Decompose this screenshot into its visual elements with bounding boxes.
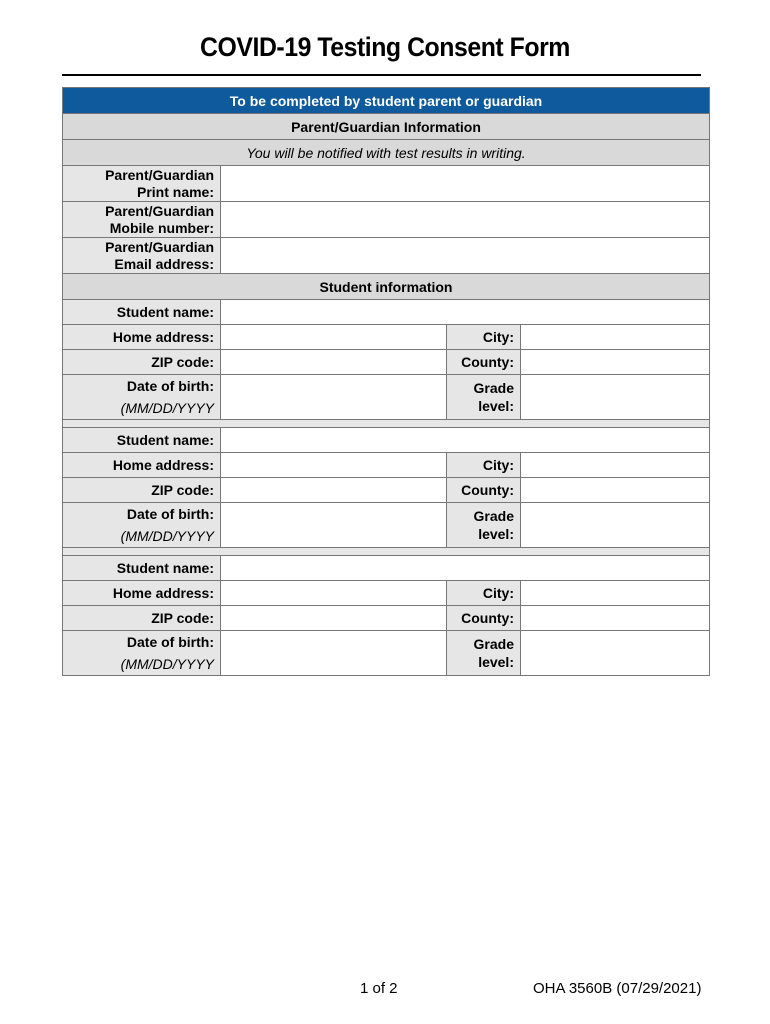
guardian-email-label: Parent/Guardian Email address: xyxy=(63,238,221,274)
student-1-county-field[interactable] xyxy=(521,350,710,375)
student-1-zip-field[interactable] xyxy=(221,350,447,375)
student-3-address-field[interactable] xyxy=(221,581,447,606)
student-3-dob-label: Date of birth: (MM/DD/YYYY xyxy=(63,631,221,676)
guardian-mobile-field[interactable] xyxy=(221,202,710,238)
guardian-mobile-label: Parent/Guardian Mobile number: xyxy=(63,202,221,238)
student-2-city-field[interactable] xyxy=(521,453,710,478)
form-id: OHA 3560B (07/29/2021) xyxy=(533,980,702,997)
student-3-county-field[interactable] xyxy=(521,606,710,631)
student-3-zip-field[interactable] xyxy=(221,606,447,631)
student-1-grade-field[interactable] xyxy=(521,375,710,420)
student-3-dob-field[interactable] xyxy=(221,631,447,676)
student-1-city-field[interactable] xyxy=(521,325,710,350)
student-3-grade-label: Grade level: xyxy=(447,631,521,676)
dob-format-hint: (MM/DD/YYYY xyxy=(120,656,214,672)
student-2-name-label: Student name: xyxy=(63,428,221,453)
student-3-address-label: Home address: xyxy=(63,581,221,606)
student-1-dob-field[interactable] xyxy=(221,375,447,420)
student-1-name-label: Student name: xyxy=(63,300,221,325)
student-2-city-label: City: xyxy=(447,453,521,478)
consent-form-table xyxy=(62,87,710,676)
guardian-name-field[interactable] xyxy=(221,166,710,202)
student-section-heading: Student information xyxy=(63,274,710,300)
student-3-zip-label: ZIP code: xyxy=(63,606,221,631)
student-1-county-label: County: xyxy=(447,350,521,375)
student-1-address-field[interactable] xyxy=(221,325,447,350)
student-2-grade-label: Grade level: xyxy=(447,503,521,548)
student-2-zip-field[interactable] xyxy=(221,478,447,503)
student-3-name-field[interactable] xyxy=(221,556,710,581)
student-3-city-label: City: xyxy=(447,581,521,606)
student-divider xyxy=(63,548,710,556)
student-2-dob-field[interactable] xyxy=(221,503,447,548)
student-1-zip-label: ZIP code: xyxy=(63,350,221,375)
student-2-dob-label: Date of birth: (MM/DD/YYYY xyxy=(63,503,221,548)
student-1-city-label: City: xyxy=(447,325,521,350)
student-2-county-label: County: xyxy=(447,478,521,503)
dob-format-hint: (MM/DD/YYYY xyxy=(120,528,214,544)
student-1-dob-label: Date of birth: (MM/DD/YYYY xyxy=(63,375,221,420)
guardian-name-label: Parent/Guardian Print name: xyxy=(63,166,221,202)
student-2-address-field[interactable] xyxy=(221,453,447,478)
guardian-section-heading: Parent/Guardian Information xyxy=(63,114,710,140)
student-3-city-field[interactable] xyxy=(521,581,710,606)
title-rule xyxy=(62,74,701,76)
student-3-name-label: Student name: xyxy=(63,556,221,581)
guardian-email-field[interactable] xyxy=(221,238,710,274)
student-2-grade-field[interactable] xyxy=(521,503,710,548)
page-number: 1 of 2 xyxy=(360,980,398,997)
student-2-county-field[interactable] xyxy=(521,478,710,503)
student-1-name-field[interactable] xyxy=(221,300,710,325)
student-2-zip-label: ZIP code: xyxy=(63,478,221,503)
student-1-grade-label: Grade level: xyxy=(447,375,521,420)
guardian-section-note: You will be notified with test results in writing. xyxy=(63,140,710,166)
dob-format-hint: (MM/DD/YYYY xyxy=(120,400,214,416)
student-2-name-field[interactable] xyxy=(221,428,710,453)
form-banner: To be completed by student parent or guardian xyxy=(63,88,710,114)
student-1-address-label: Home address: xyxy=(63,325,221,350)
student-divider xyxy=(63,420,710,428)
form-title: COVID-19 Testing Consent Form xyxy=(200,32,570,62)
student-2-address-label: Home address: xyxy=(63,453,221,478)
student-3-county-label: County: xyxy=(447,606,521,631)
student-3-grade-field[interactable] xyxy=(521,631,710,676)
